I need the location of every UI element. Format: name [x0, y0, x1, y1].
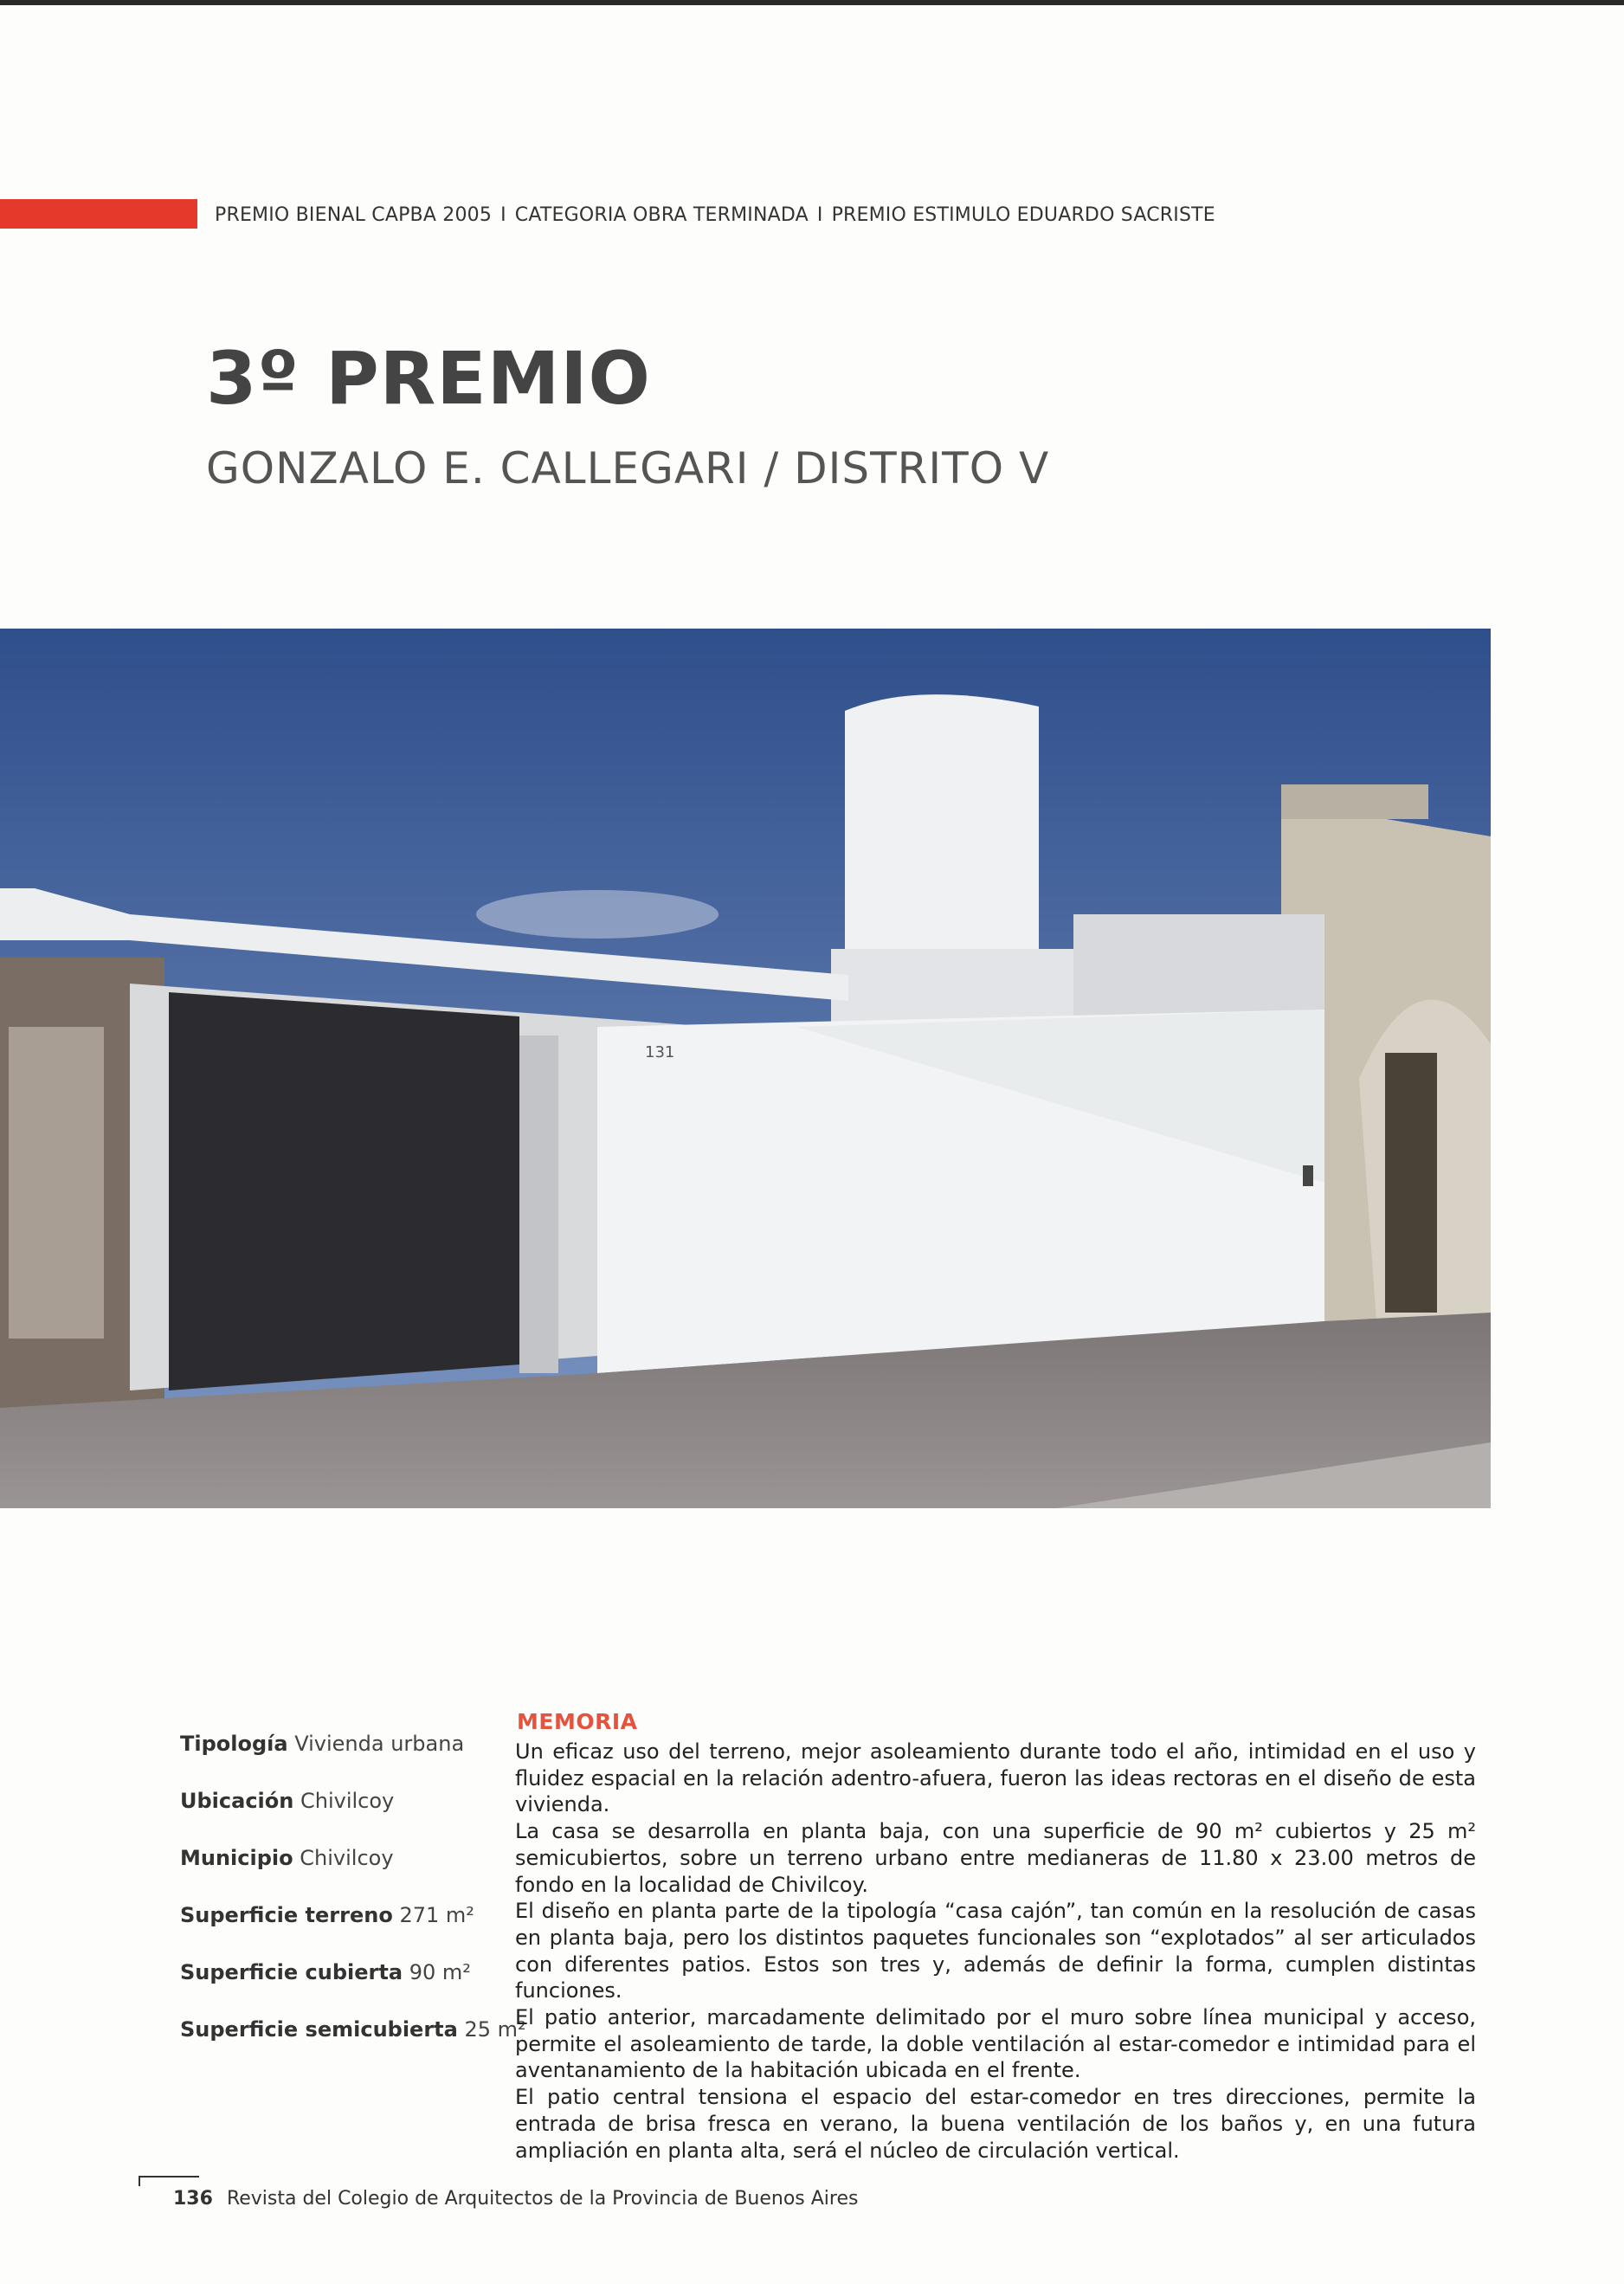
header-item-premio: PREMIO BIENAL CAPBA 2005: [215, 204, 493, 226]
memoria-heading: MEMORIA: [517, 1709, 638, 1734]
neighbour-cornice: [1281, 784, 1428, 819]
fact-label: Superficie semicubierta: [180, 2017, 458, 2042]
neighbour-door: [1385, 1053, 1437, 1313]
fact-value: Chivilcoy: [300, 1789, 395, 1813]
fact-label: Superficie cubierta: [180, 1960, 403, 1984]
fact-label: Ubicación: [180, 1789, 294, 1813]
header-separator: I: [816, 204, 823, 226]
fact-superficie-cubierta: [180, 1960, 492, 2017]
header-item-estimulo: PREMIO ESTIMULO EDUARDO SACRISTE: [831, 204, 1215, 226]
footer-rule: [139, 2176, 199, 2178]
cylindrical-tower: [845, 694, 1039, 949]
header-categories: [215, 204, 1513, 226]
fact-superficie-semicubierta: [180, 2017, 526, 2074]
award-title: 3º PREMIO: [206, 336, 651, 421]
memoria-paragraph: La casa se desarrolla en planta baja, con una superficie de 90 m² cubiertos y 25 m² semicubiertos, sobre un terreno urbano entre medianeras de 11.80 x 23.00 metros de fondo en la localidad de Chivilcoy.: [515, 1819, 1476, 1897]
garage-pillar: [519, 1036, 558, 1373]
fact-municipio: [180, 1846, 492, 1903]
fact-label: Tipología: [180, 1732, 288, 1756]
fact-superficie-terreno: [180, 1903, 492, 1960]
fact-value: 90 m²: [409, 1960, 471, 1984]
garage-opening: [169, 992, 519, 1390]
memoria-paragraph: El diseño en planta parte de la tipología “casa cajón”, tan común en la resolución de casas en planta baja, pero los distintos paquetes funcionales son “explotados” al ser articulados con diferentes patios. Estos son tres y, además de definir la forma, cumplen distintas funciones.: [515, 1899, 1476, 2003]
fact-tipologia: [180, 1732, 492, 1789]
cloud: [476, 890, 719, 939]
fact-value: Vivienda urbana: [294, 1732, 465, 1756]
header-item-categoria: CATEGORIA OBRA TERMINADA: [514, 204, 809, 226]
page-footer: [173, 2188, 858, 2210]
fact-label: Superficie terreno: [180, 1903, 393, 1927]
doorbell: [1303, 1165, 1313, 1186]
fact-value: 271 m²: [399, 1903, 474, 1927]
award-subtitle: GONZALO E. CALLEGARI / DISTRITO V: [206, 443, 1050, 494]
fact-label: Municipio: [180, 1846, 293, 1870]
footer-rule-vertical: [139, 2176, 140, 2186]
section-color-bar: [0, 199, 197, 229]
memoria-paragraph: Un eficaz uso del terreno, mejor asoleamiento durante todo el año, intimidad en el uso y fluidez espacial en la relación adentro-afuera, fueron las ideas rectoras en el diseño de esta vivienda.: [515, 1739, 1476, 1817]
header-separator: I: [500, 204, 506, 226]
house-number: 131: [645, 1043, 675, 1061]
publication-name: Revista del Colegio de Arquitectos de la Provincia de Buenos Aires: [226, 2188, 859, 2210]
top-rule: [0, 0, 1624, 5]
billboard-posters: [9, 1027, 104, 1339]
memoria-body: [515, 1739, 1476, 2164]
fact-value: Chivilcoy: [300, 1846, 394, 1870]
fact-value: 25 m²: [464, 2017, 526, 2042]
house-facade-photo: [0, 629, 1491, 1508]
project-facts: [180, 1732, 526, 2074]
fact-ubicacion: [180, 1789, 492, 1846]
page-number: 136: [173, 2188, 213, 2210]
memoria-paragraph: El patio anterior, marcadamente delimitado por el muro sobre línea municipal y acceso, permite el asoleamiento de tarde, la doble ventilación al estar-comedor e intimidad para el aventanamiento de la habitación ubicada en el frente.: [515, 2005, 1476, 2083]
memoria-paragraph: El patio central tensiona el espacio del estar-comedor en tres direcciones, permite la entrada de brisa fresca en verano, la buena ventilación de los baños y, en una futura ampliación en planta alta, será el núcleo de circulación vertical.: [515, 2085, 1476, 2163]
